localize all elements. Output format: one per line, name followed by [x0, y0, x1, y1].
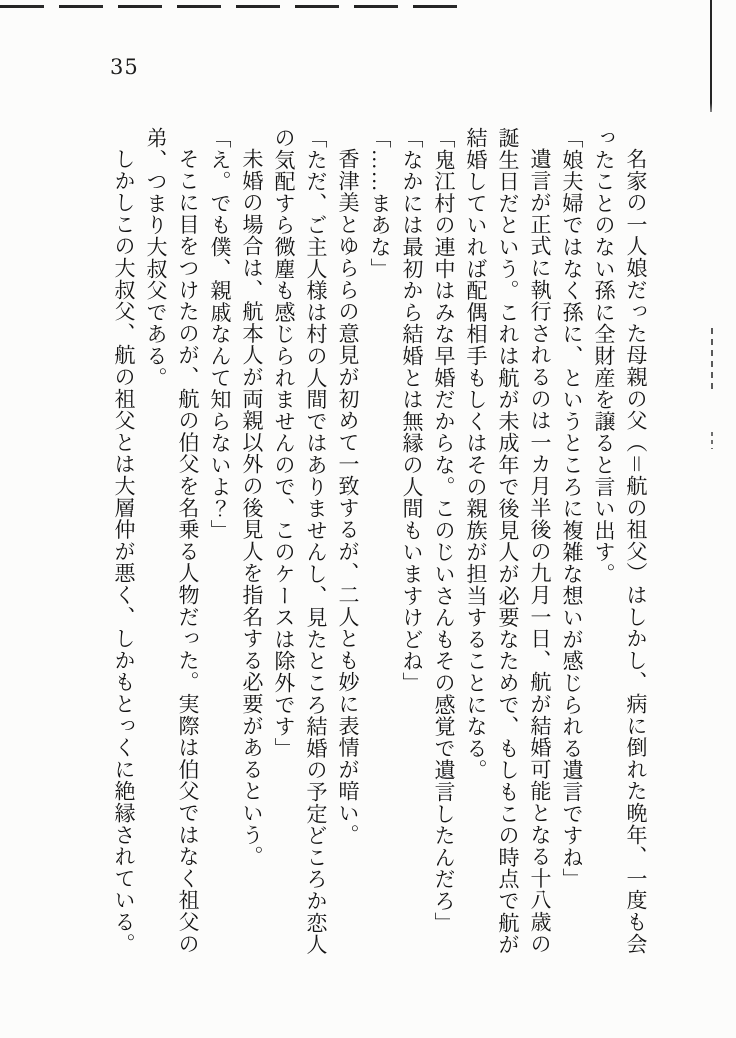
- page-number: 35: [110, 55, 139, 79]
- scan-edge-right-line: [710, 0, 712, 112]
- paragraph-dialogue: 「ただ、ご主人様は村の人間ではありませんし、見たところ結婚の予定どころか恋人の気配すら微塵も感じられませんので、このケースは除外です」: [272, 127, 328, 956]
- paragraph-dialogue: 「なかには最初から結婚とは無縁の人間もいますけどね」: [400, 127, 424, 694]
- body-text: [100, 127, 652, 965]
- paragraph-dialogue: 「……まあな」: [368, 127, 392, 280]
- paragraph-dialogue: 「鬼江村の連中はみな早婚だからな。このじいさんもその感覚で遺言したんだろ」: [432, 127, 456, 934]
- scan-edge-right-dashes: [711, 328, 713, 392]
- paragraph-narrative: しかしこの大叔父、航の祖父とは大層仲が悪く、しかもとっくに絶縁されている。: [112, 148, 136, 955]
- scan-edge-right-dash-small: [711, 432, 713, 449]
- paragraph-narrative: 名家の一人娘だった母親の父（＝航の祖父）はしかし、病に倒れた晩年、一度も会ったことのない孫に全財産を譲ると言い出す。: [592, 127, 648, 955]
- paragraph-narrative: そこに目をつけたのが、航の伯父を名乗る人物だった。実際は伯父ではなく祖父の弟、つまり大叔父である。: [144, 127, 200, 955]
- scan-edge-top-line: [0, 5, 466, 8]
- paragraph-narrative: 遺言が正式に執行されるのは一カ月半後の九月一日、航が結婚可能となる十八歳の誕生日だという。これは航が未成年で後見人が必要なためで、もしもこの時点で航が結婚していれば配偶相手もしくはその親族が担当することになる。: [464, 127, 552, 956]
- paragraph-dialogue: 「娘夫婦ではなく孫に、というところに複雑な想いが感じられる遺言ですね」: [560, 127, 584, 890]
- paragraph-dialogue: 「え。でも僕、親戚なんて知らないよ？」: [208, 127, 232, 542]
- paragraph-narrative: 香津美とゆららの意見が初めて一致するが、二人とも妙に表情が暗い。: [336, 148, 360, 846]
- paragraph-narrative: 未婚の場合は、航本人が両親以外の後見人を指名する必要があるという。: [240, 148, 264, 868]
